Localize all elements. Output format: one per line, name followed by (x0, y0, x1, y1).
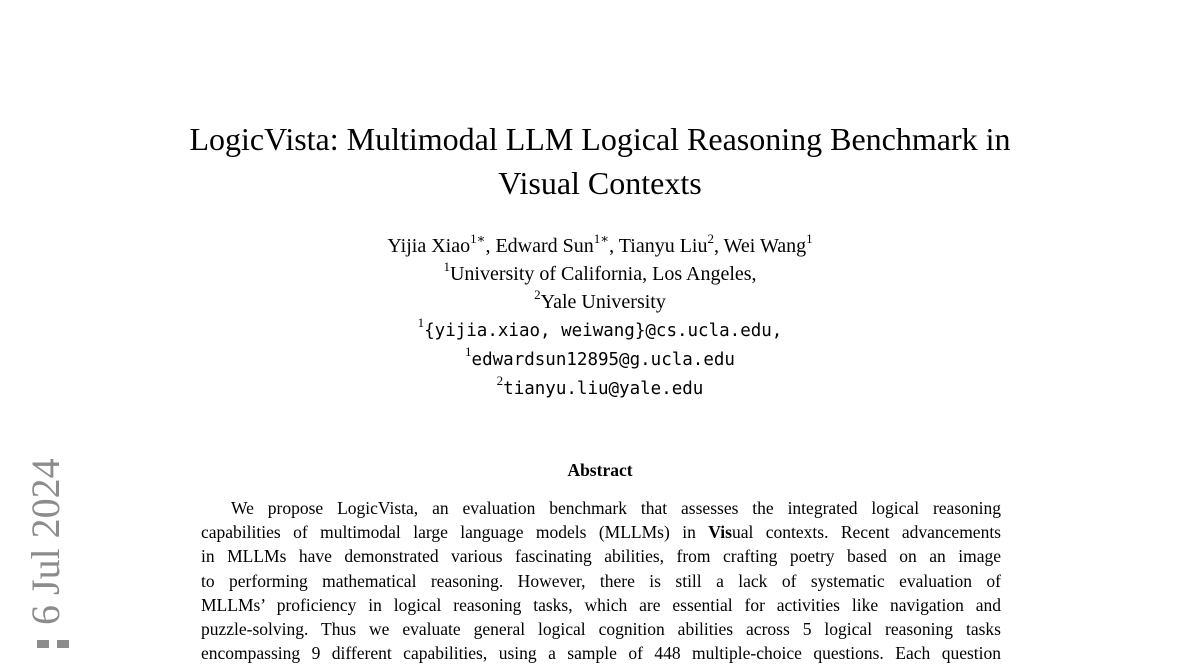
author-affiliation-mark: 1∗ (470, 231, 486, 247)
email-text: edwardsun12895@g.ucla.edu (471, 350, 735, 370)
author-name: Yijia Xiao (387, 235, 471, 257)
author-affiliation-mark: 2 (707, 231, 714, 247)
affiliation-yale (200, 288, 1000, 316)
abstract-line: We propose LogicVista, an evaluation benchmark that assesses the integrated logical reasoning (231, 498, 1001, 518)
abstract-text: ual contexts. Recent advancements (731, 522, 1001, 543)
abstract-line: puzzle-solving. Thus we evaluate general logical cognition abilities across 5 logical reasoning tasks (201, 618, 1001, 639)
arxiv-side-marker (37, 640, 69, 648)
email-line-3 (200, 374, 1000, 403)
title-line-1: LogicVista: Multimodal LLM Logical Reasoning Benchmark in (189, 121, 1011, 157)
email-mark: 1 (417, 315, 425, 331)
author-name: Edward Sun (495, 235, 594, 257)
author-separator: , (485, 235, 496, 257)
author-separator: , (714, 235, 724, 257)
affiliation-ucla (200, 260, 1000, 288)
email-text: {yijia.xiao, weiwang}@cs.ucla.edu, (424, 321, 783, 341)
author-affiliation-mark: 1∗ (593, 231, 610, 247)
author-separator: , (609, 235, 619, 257)
abstract-bold-text: Vis (708, 522, 732, 543)
abstract-line (201, 520, 1001, 544)
author-name: Tianyu Liu (618, 235, 708, 257)
affiliation-text: Yale University (540, 291, 666, 313)
paper-title (100, 117, 1100, 205)
arxiv-side-date: 6 Jul 2024 (23, 458, 68, 625)
abstract-line: in MLLMs have demonstrated various fascinating abilities, from crafting poetry based on an image (201, 546, 1001, 567)
abstract-line: to performing mathematical reasoning. However, there is still a lack of systematic evaluation of (201, 570, 1001, 591)
abstract-line: encompassing 9 different capabilities, using a sample of 448 multiple-choice questions. Each question (201, 643, 1001, 664)
email-mark: 1 (465, 344, 472, 360)
author-name: Wei Wang (723, 235, 807, 257)
author-block (200, 232, 1000, 403)
email-line-2 (200, 345, 1000, 374)
abstract-heading: Abstract (567, 460, 633, 480)
abstract-body (201, 496, 1001, 665)
affiliation-mark: 1 (443, 259, 450, 275)
email-line-1 (200, 316, 1000, 345)
email-mark: 2 (496, 373, 504, 389)
abstract-line: MLLMs’ proficiency in logical reasoning tasks, which are essential for activities like navigation and (201, 594, 1001, 615)
title-line-2: Visual Contexts (498, 165, 702, 201)
affiliation-mark: 2 (534, 287, 541, 303)
author-affiliation-mark: 1 (806, 231, 813, 247)
author-list (200, 232, 1000, 260)
affiliation-text: University of California, Los Angeles, (449, 263, 757, 285)
email-text: tianyu.liu@yale.edu (503, 379, 704, 399)
abstract-text: capabilities of multimodal large language models (MLLMs) in (201, 522, 709, 543)
